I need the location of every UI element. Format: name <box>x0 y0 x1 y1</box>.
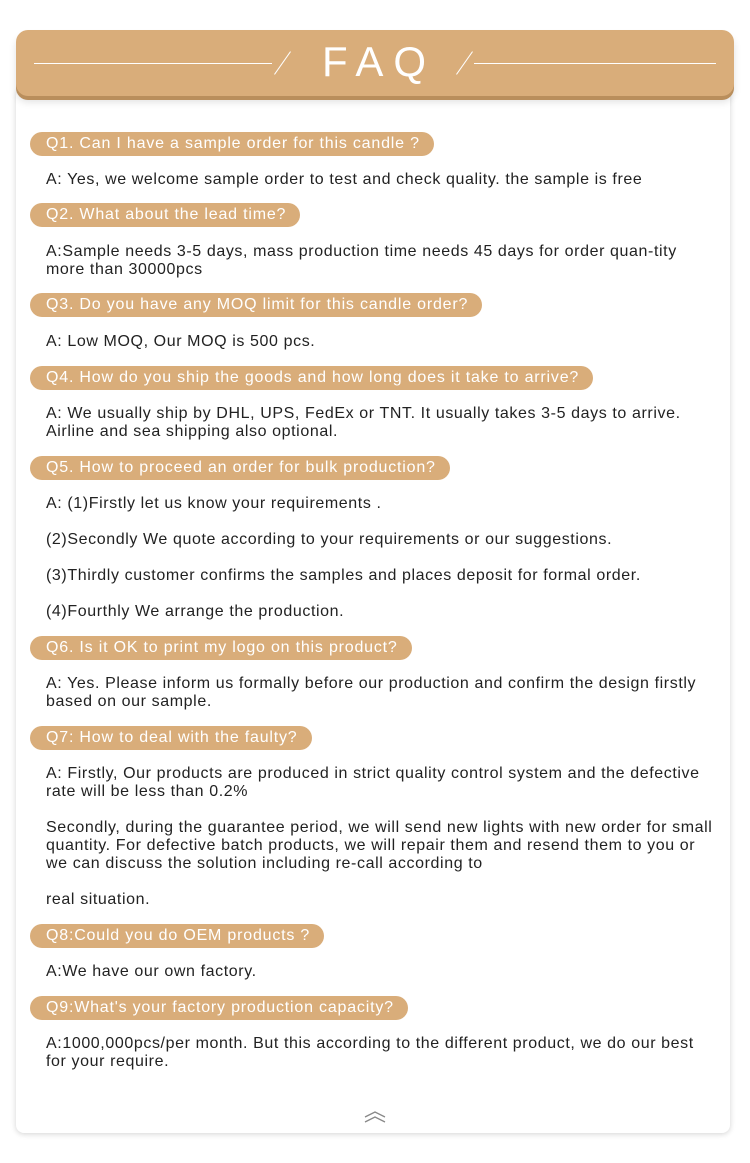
faq-answer-1: A: Yes, we welcome sample order to test and check quality. the sample is free <box>46 171 643 188</box>
question-label: Q5. How to proceed an order for bulk production? <box>30 456 450 480</box>
question-label: Q8:Could you do OEM products ? <box>30 924 324 948</box>
faq-answer-5-line-1: A: (1)Firstly let us know your requirements . <box>46 495 382 512</box>
faq-answer-5-line-3: (3)Thirdly customer confirms the samples and places deposit for formal order. <box>46 567 641 584</box>
faq-answer-5-line-2: (2)Secondly We quote according to your requirements or our suggestions. <box>46 531 613 548</box>
faq-answer-7-part-1: A: Firstly, Our products are produced in strict quality control system and the defective rate will be less than 0.2% <box>46 765 700 800</box>
faq-answer-7-part-2: Secondly, during the guarantee period, we will send new lights with new order for small quantity. For defective batch products, we will repair them and resend them to you or we can discuss the solution including re-call according to <box>46 819 713 872</box>
faq-question-1 <box>30 132 710 156</box>
faq-header-banner <box>16 30 734 96</box>
faq-question-2 <box>30 203 710 227</box>
faq-question-9 <box>30 996 710 1020</box>
faq-question-5 <box>30 456 710 480</box>
question-label: Q9:What's your factory production capacity? <box>30 996 408 1020</box>
faq-question-3 <box>30 293 710 317</box>
question-label: Q7: How to deal with the faulty? <box>30 726 312 750</box>
question-label: Q6. Is it OK to print my logo on this product? <box>30 636 412 660</box>
faq-question-7 <box>30 726 710 750</box>
question-label: Q4. How do you ship the goods and how long does it take to arrive? <box>30 366 593 390</box>
faq-answer-7-part-3: real situation. <box>46 891 151 908</box>
faq-answer-2: A:Sample needs 3-5 days, mass production time needs 45 days for order quan-tity more than 30000pcs <box>46 243 677 278</box>
scroll-up-icon[interactable] <box>362 1110 388 1124</box>
question-label: Q1. Can I have a sample order for this candle ? <box>30 132 434 156</box>
faq-answer-4: A: We usually ship by DHL, UPS, FedEx or TNT. It usually takes 3-5 days to arrive. Airline and sea shipping also optional. <box>46 405 681 440</box>
header-divider-right <box>474 63 716 64</box>
page-title: FAQ <box>321 38 437 85</box>
faq-answer-8: A:We have our own factory. <box>46 963 257 980</box>
faq-answer-9: A:1000,000pcs/per month. But this according to the different product, we do our best for your require. <box>46 1035 694 1070</box>
faq-answer-6: A: Yes. Please inform us formally before our production and confirm the design firstly based on our sample. <box>46 675 697 710</box>
question-label: Q2. What about the lead time? <box>30 203 300 227</box>
faq-answer-5-line-4: (4)Fourthly We arrange the production. <box>46 603 345 620</box>
faq-answer-3: A: Low MOQ, Our MOQ is 500 pcs. <box>46 333 316 350</box>
faq-question-8 <box>30 924 710 948</box>
faq-question-4 <box>30 366 710 390</box>
faq-question-6 <box>30 636 710 660</box>
question-label: Q3. Do you have any MOQ limit for this candle order? <box>30 293 482 317</box>
